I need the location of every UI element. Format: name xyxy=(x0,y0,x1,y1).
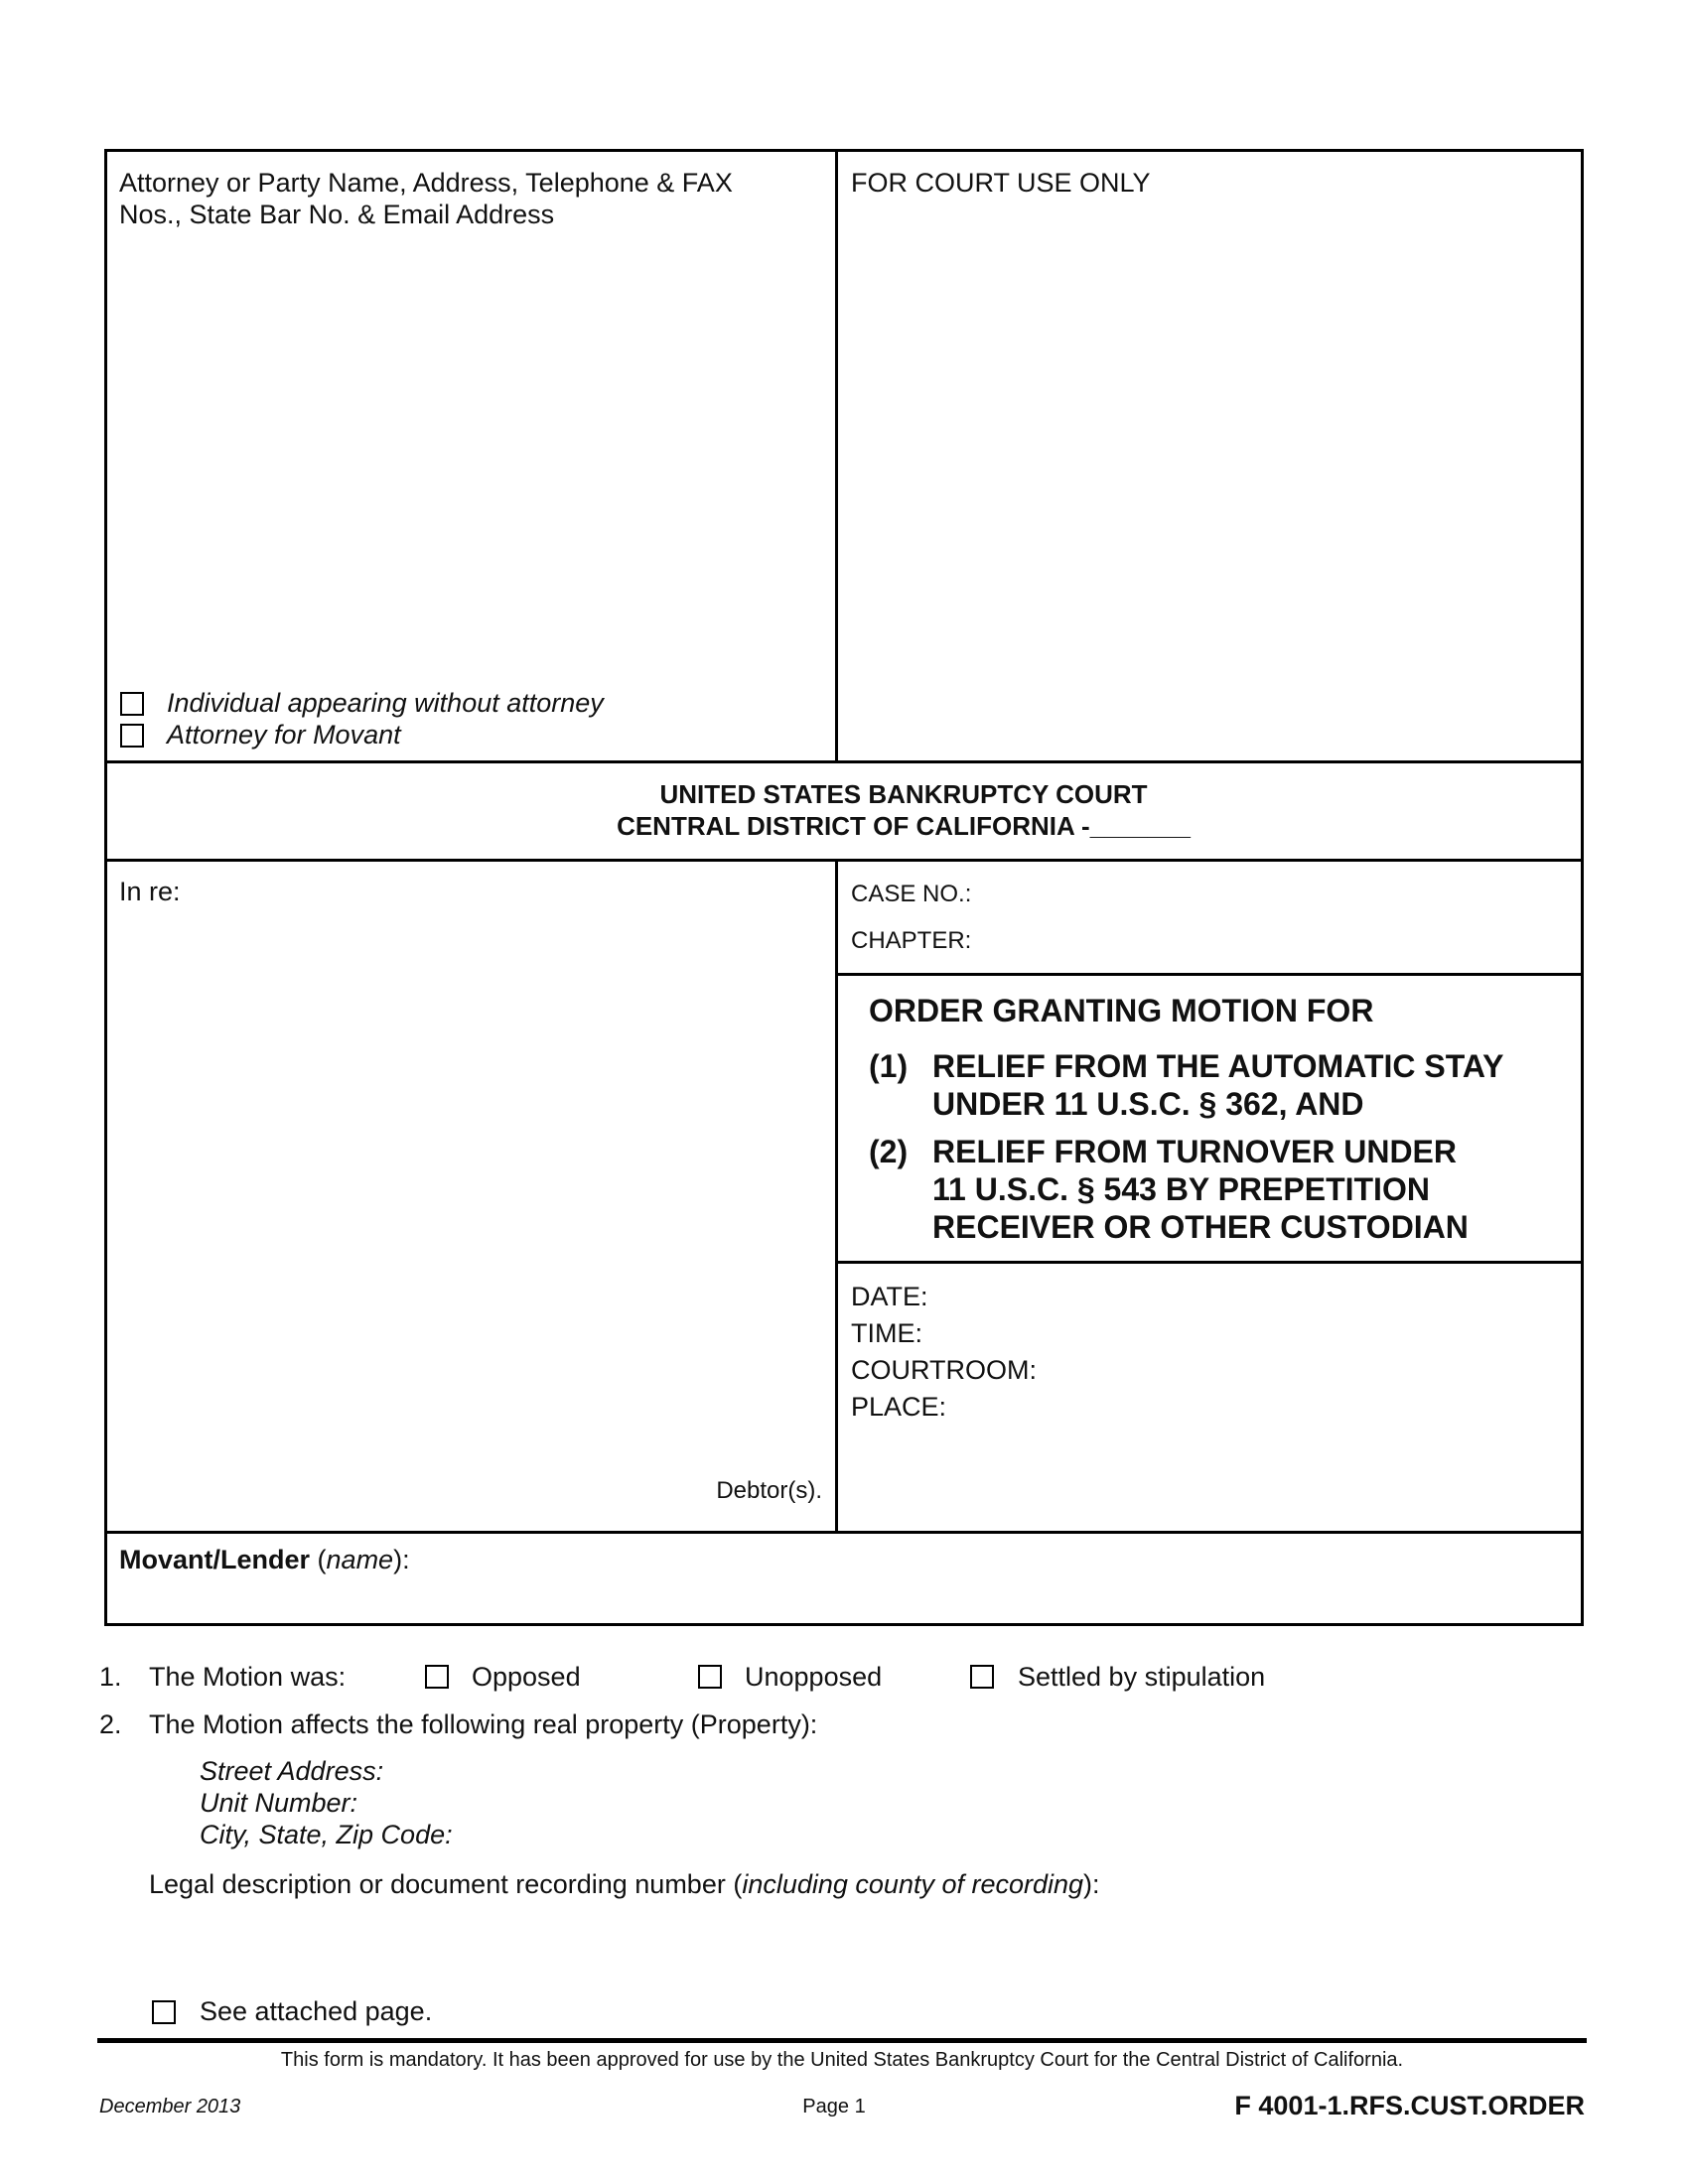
item2-text: The Motion affects the following real property (Property): xyxy=(149,1709,818,1739)
order-title-heading: ORDER GRANTING MOTION FOR xyxy=(869,993,1374,1028)
court-line1: UNITED STATES BANKRUPTCY COURT xyxy=(659,779,1148,809)
hearing-place-label: PLACE: xyxy=(851,1392,947,1422)
movant-paren-close: ): xyxy=(393,1545,410,1574)
checkbox-unopposed[interactable] xyxy=(698,1665,722,1689)
case-number-label: CASE NO.: xyxy=(851,881,972,907)
caption-form-table xyxy=(104,149,1584,1626)
attorney-label-line2: Nos., State Bar No. & Email Address xyxy=(119,200,555,229)
label-unopposed: Unopposed xyxy=(745,1662,883,1692)
attorney-label-line1: Attorney or Party Name, Address, Telephone & FAX xyxy=(119,168,733,198)
debtor-label: Debtor(s). xyxy=(716,1477,822,1504)
checkbox-attorney-for-movant[interactable] xyxy=(120,724,144,748)
court-name xyxy=(104,778,1584,842)
label-opposed: Opposed xyxy=(472,1662,581,1692)
legal-pre: Legal description or document recording number ( xyxy=(149,1869,743,1899)
order-item1-line1: RELIEF FROM THE AUTOMATIC STAY xyxy=(932,1048,1504,1084)
hearing-courtroom-label: COURTROOM: xyxy=(851,1355,1037,1385)
movant-paren-open: ( xyxy=(310,1545,327,1574)
in-re-label: In re: xyxy=(119,877,181,906)
label-see-attached: See attached page. xyxy=(200,1996,433,2026)
legal-italic: including county of recording xyxy=(742,1869,1084,1899)
divider-movant-top xyxy=(104,1531,1584,1534)
hearing-time-label: TIME: xyxy=(851,1318,922,1348)
footer-page-number: Page 1 xyxy=(802,2096,866,2117)
legal-post: ): xyxy=(1083,1869,1100,1899)
street-address-label: Street Address: xyxy=(200,1756,384,1786)
checkbox-settled[interactable] xyxy=(970,1665,994,1689)
hearing-details xyxy=(851,1281,1037,1423)
divider-top-bottom xyxy=(104,760,1584,763)
order-item2-line2: 11 U.S.C. § 543 BY PREPETITION xyxy=(932,1171,1430,1207)
legal-description-label xyxy=(149,1868,1100,1900)
divider-top-vertical xyxy=(835,149,838,761)
movant-label xyxy=(119,1544,410,1575)
divider-court-bottom xyxy=(104,859,1584,862)
property-fields xyxy=(200,1755,453,1850)
checkbox-individual[interactable] xyxy=(120,692,144,716)
court-use-only: FOR COURT USE ONLY xyxy=(851,168,1151,198)
order-item1-line2: UNDER 11 U.S.C. § 362, AND xyxy=(932,1086,1364,1122)
item1-text: The Motion was: xyxy=(149,1662,347,1692)
item2-number: 2. xyxy=(99,1709,122,1739)
footer-revision-date: December 2013 xyxy=(99,2096,241,2117)
hearing-date-label: DATE: xyxy=(851,1282,928,1311)
label-settled: Settled by stipulation xyxy=(1018,1662,1266,1692)
checkbox-see-attached[interactable] xyxy=(152,2000,176,2024)
order-item2-number: (2) xyxy=(869,1134,909,1169)
order-item2-line1: RELIEF FROM TURNOVER UNDER xyxy=(932,1134,1457,1169)
attorney-label xyxy=(119,167,814,230)
checkbox-opposed[interactable] xyxy=(425,1665,449,1689)
footer-rule xyxy=(97,2038,1587,2043)
order-item1-number: (1) xyxy=(869,1048,909,1084)
divider-case-vertical xyxy=(835,859,838,1532)
footer-mandatory-notice: This form is mandatory. It has been approved for use by the United States Bankruptcy Court for the Central District of California. xyxy=(280,2049,1404,2071)
item1-number: 1. xyxy=(99,1662,122,1692)
divider-order-title-bottom xyxy=(835,1261,1584,1264)
footer-form-id: F 4001-1.RFS.CUST.ORDER xyxy=(1234,2091,1585,2120)
order-item2-line3: RECEIVER OR OTHER CUSTODIAN xyxy=(932,1209,1469,1245)
city-state-zip-label: City, State, Zip Code: xyxy=(200,1820,453,1849)
movant-label-italic: name xyxy=(326,1545,394,1574)
divider-case-number-bottom xyxy=(835,973,1584,976)
unit-number-label: Unit Number: xyxy=(200,1788,358,1818)
court-line2: CENTRAL DISTRICT OF CALIFORNIA -_______ xyxy=(617,811,1191,841)
label-individual: Individual appearing without attorney xyxy=(167,688,604,718)
label-attorney-for-movant: Attorney for Movant xyxy=(167,720,401,750)
movant-label-bold: Movant/Lender xyxy=(119,1545,311,1574)
chapter-label: CHAPTER: xyxy=(851,927,972,954)
